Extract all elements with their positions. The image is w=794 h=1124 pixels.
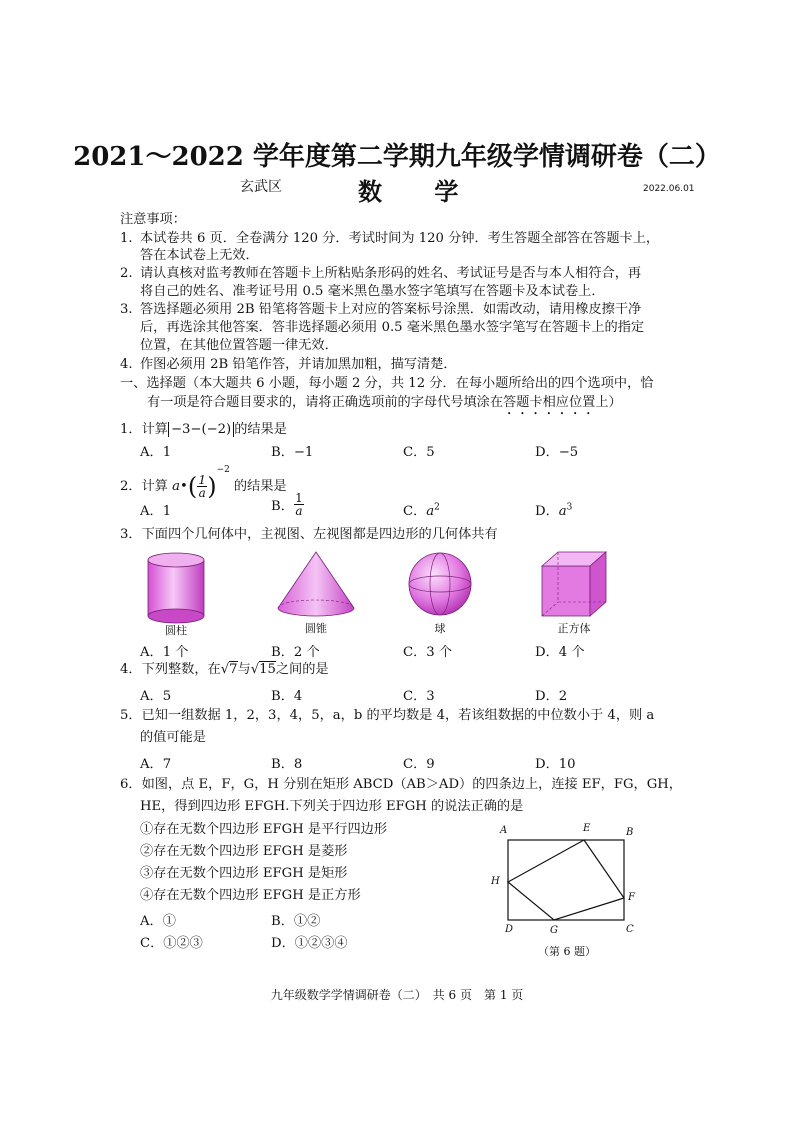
notice-item-2-line-1: 请认真核对监考教师在答题卡上所粘贴条形码的姓名、考试证号是否与本人相符合，再: [140, 266, 642, 281]
q2-option-d-exp: 3: [566, 502, 573, 513]
q6-statement-2: ②存在无数个四边形 EFGH 是菱形: [140, 844, 348, 859]
sqrt-sign: √: [250, 662, 260, 677]
question-2-var-a: a: [172, 479, 181, 494]
q1-option-b: B．−1: [271, 445, 314, 460]
notice-item-3-line-1: 答选择题必须用 2B 铅笔将答题卡上对应的答案标号涂黑．如需改动，请用橡皮擦干净: [140, 302, 642, 317]
district-label: 玄武区: [240, 179, 282, 195]
q3-option-c: C．3 个: [403, 645, 453, 660]
point-a-label: A: [500, 825, 508, 836]
quadrilateral-efgh: [508, 840, 624, 920]
rectangle-abcd: [508, 840, 624, 920]
notice-item-4-line-1: 作图必须用 2B 铅笔作答，并请加黑加粗，描写清楚．: [140, 357, 457, 372]
question-6: [120, 775, 682, 795]
exam-title: 2021～2022 学年度第二学期九年级学情调研卷（二）: [73, 142, 721, 172]
q6-option-a: A．①: [140, 914, 176, 929]
q2-option-c-base: a: [426, 504, 435, 519]
q2-option-a: A．1: [140, 504, 172, 519]
exam-date: 2022.06.01: [643, 184, 695, 194]
solids-figure: [130, 548, 630, 630]
question-5-line-2: 的值可能是: [140, 730, 206, 745]
radicand-1: 7: [229, 662, 238, 677]
question-2: [120, 460, 287, 499]
question-2-exponent: −2: [216, 465, 230, 475]
q1-option-c: C．5: [403, 445, 435, 460]
notice-item-2-num: 2.: [120, 266, 133, 281]
fraction-denominator: a: [198, 486, 206, 500]
notice-heading: 注意事项：: [120, 212, 186, 227]
question-4: [120, 660, 329, 680]
question-1-expression: −3−(−2): [168, 422, 234, 437]
q6-option-b: B．①②: [271, 914, 321, 929]
cone-icon: [278, 552, 354, 616]
notice-item-3-line-3: 位置，在其他位置答题一律无效．: [140, 338, 338, 353]
q2-option-c-label: C．: [403, 504, 427, 519]
question-3: [120, 525, 498, 545]
question-6-line-2: HE，得到四边形 EFGH.下列关于四边形 EFGH 的说法正确的是: [140, 799, 524, 814]
question-2-dot: •: [180, 479, 188, 494]
section-1-text-a: 有一项是符合题目要求的，请将正确选项前的字母代号填涂在: [147, 395, 504, 410]
notice-item-3-num: 3.: [120, 302, 133, 317]
q2-option-b: [271, 492, 304, 517]
point-d-label: D: [505, 924, 514, 935]
label-cylinder: 圆柱: [165, 624, 187, 637]
section-1-heading-line-1: 一、选择题（本大题共 6 小题，每小题 2 分，共 12 分．在每小题所给出的四个选项中，恰: [120, 376, 654, 391]
fraction-numerator: 1: [295, 491, 303, 505]
rectangle-figure: [488, 820, 648, 940]
q2-option-d-base: a: [558, 504, 567, 519]
q3-option-b: B．2 个: [271, 645, 320, 660]
question-2-pre: 计算: [141, 479, 173, 494]
label-cone: 圆锥: [305, 622, 327, 635]
q4-option-b: B．4: [271, 689, 303, 704]
question-3-text: 下面四个几何体中，主视图、左视图都是四边形的几何体共有: [141, 527, 498, 542]
q2-option-d-label: D．: [535, 504, 559, 519]
question-1-pre: 计算: [141, 422, 168, 437]
cube-icon: [542, 552, 606, 616]
point-g-label: G: [550, 925, 558, 936]
left-paren: (: [187, 472, 198, 501]
q2-option-c: [403, 500, 440, 519]
question-2-fraction: [197, 474, 207, 499]
sphere-icon: [409, 553, 471, 615]
q2-option-b-fraction: [294, 492, 304, 517]
notice-item-1-num: 1.: [120, 231, 133, 246]
question-6-number: 6．: [120, 777, 142, 792]
page-footer: 九年级数学学情调研卷（二） 共 6 页 第 1 页: [270, 988, 524, 1002]
q5-option-b: B．8: [271, 757, 303, 772]
question-1: [120, 420, 287, 440]
fraction-denominator: a: [295, 504, 303, 518]
q5-option-c: C．9: [403, 757, 435, 772]
q1-option-a: A．1: [140, 445, 172, 460]
question-5-line-1: 已知一组数据 1，2，3，4，5，a，b 的平均数是 4，若该组数据的中位数小于 4，则 a: [141, 708, 655, 723]
notice-item-4-num: 4.: [120, 357, 133, 372]
q4-option-c: C．3: [403, 689, 435, 704]
question-2-number: 2．: [120, 479, 142, 494]
question-2-post: 的结果是: [233, 479, 287, 494]
point-e-label: E: [583, 823, 591, 834]
section-1-emphasis: 答题卡相应位置: [503, 395, 596, 410]
point-h-label: H: [491, 876, 500, 887]
q3-option-a: A．1 个: [140, 645, 189, 660]
q6-statement-3: ③存在无数个四边形 EFGH 是矩形: [140, 866, 348, 881]
q2-option-c-exp: 2: [434, 502, 440, 513]
point-b-label: B: [626, 827, 634, 838]
notice-item-3-line-2: 后，再选涂其他答案．答非选择题必须用 0.5 毫米黑色墨水签字笔写在答题卡上的指定: [140, 320, 645, 335]
question-4-mid: 与: [237, 662, 251, 677]
notice-item-1-line-2: 答在本试卷上无效．: [140, 248, 259, 263]
label-sphere: 球: [434, 622, 446, 635]
question-3-number: 3．: [120, 527, 142, 542]
label-cube: 正方体: [557, 622, 591, 635]
q6-statement-1: ①存在无数个四边形 EFGH 是平行四边形: [140, 822, 388, 837]
question-5: [120, 706, 654, 726]
q6-statement-4: ④存在无数个四边形 EFGH 是正方形: [140, 888, 361, 903]
q3-option-d: D．4 个: [535, 645, 585, 660]
q5-option-d: D．10: [535, 757, 576, 772]
question-1-post: 的结果是: [234, 422, 287, 437]
notice-item-2-line-2: 将自己的姓名、准考证号用 0.5 毫米黑色墨水签字笔填写在答题卡及本试卷上．: [140, 284, 605, 299]
q4-option-a: A．5: [140, 689, 172, 704]
section-1-text-b: 上）: [595, 395, 622, 410]
point-f-label: F: [628, 892, 635, 903]
subject-title: 数 学: [358, 177, 481, 206]
question-4-post: 之间的是: [275, 662, 329, 677]
fraction-numerator: 1: [198, 473, 206, 487]
question-5-number: 5．: [120, 708, 142, 723]
figure-caption: （第 6 题）: [538, 945, 596, 958]
cylinder-icon: [148, 553, 204, 623]
point-c-label: C: [626, 924, 634, 935]
q6-option-c: C．①②③: [140, 936, 203, 951]
q6-option-d: D．①②③④: [271, 936, 348, 951]
q1-option-d: D．−5: [535, 445, 579, 460]
question-1-number: 1．: [120, 422, 142, 437]
right-paren: ): [207, 472, 217, 501]
question-4-pre: 下列整数，在: [141, 662, 221, 677]
notice-item-1-line-1: 本试卷共 6 页．全卷满分 120 分．考试时间为 120 分钟．考生答题全部答在答题卡上，: [140, 231, 660, 246]
sqrt-sign: √: [220, 662, 230, 677]
q5-option-a: A．7: [140, 757, 172, 772]
q4-option-d: D．2: [535, 689, 568, 704]
section-1-heading-line-2: [147, 393, 622, 418]
question-6-line-1: 如图，点 E，F，G，H 分别在矩形 ABCD（AB＞AD）的四条边上，连接 EF，FG，GH，: [141, 777, 682, 792]
q2-option-d: [535, 500, 572, 519]
question-4-number: 4．: [120, 662, 142, 677]
q2-option-b-label: B．: [271, 499, 294, 514]
radicand-2: 15: [259, 662, 276, 677]
